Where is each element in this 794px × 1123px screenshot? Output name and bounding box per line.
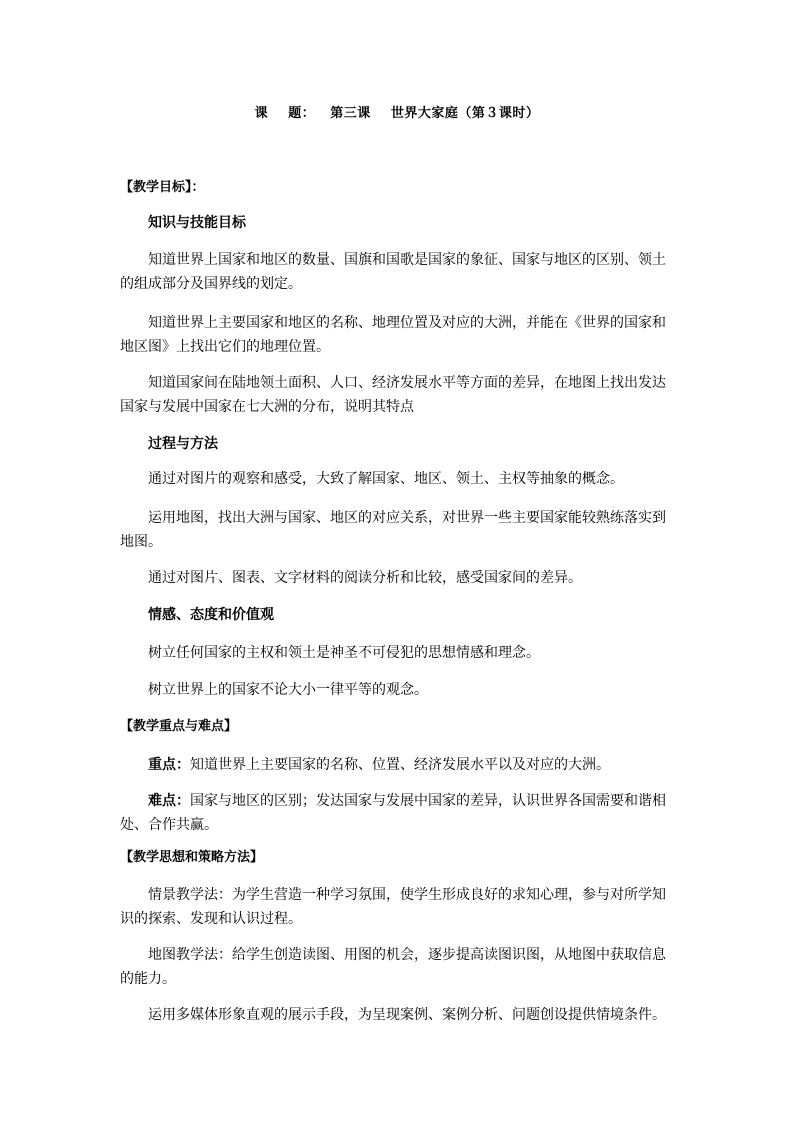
key-text: 知道世界上主要国家的名称、位置、经济发展水平以及对应的大洲。 (190, 757, 610, 773)
methods-heading: 【教学思想和策略方法】 (120, 850, 264, 865)
method-item-1: 情景教学法：为学生营造一种学习氛围，使学生形成良好的求知心理，参与对所学知识的探索、发现和认识过程。 (120, 887, 666, 927)
process-item-3: 通过对图片、图表、文字材料的阅读分析和比较，感受国家间的差异。 (148, 570, 582, 586)
emotion-heading: 情感、态度和价值观 (148, 607, 274, 623)
method-item-2: 地图教学法：给学生创造读图、用图的机会，逐步提高读图识图，从地图中获取信息的能力。 (120, 947, 666, 987)
process-heading: 过程与方法 (148, 436, 218, 452)
page-title: 课 题： 第三课 世界大家庭（第３课时） (254, 106, 540, 121)
process-item-2: 运用地图，找出大洲与国家、地区的对应关系，对世界一些主要国家能较熟练落实到地图。 (120, 510, 666, 550)
key-points-heading: 【教学重点与难点】 (120, 719, 238, 734)
key-label: 重点： (148, 757, 190, 773)
process-item-1: 通过对图片的观察和感受，大致了解国家、地区、领土、主权等抽象的概念。 (148, 471, 624, 487)
emotion-item-1: 树立任何国家的主权和领土是神圣不可侵犯的思想情感和理念。 (148, 645, 540, 661)
difficulty-label: 难点： (148, 793, 190, 809)
emotion-item-2: 树立世界上的国家不论大小一律平等的观念。 (148, 682, 428, 698)
goals-heading: 【教学目标】： (120, 180, 205, 195)
difficulty-text: 国家与地区的区别；发达国家与发展中国家的差异，认识世界各国需要和谐相处、合作共赢。 (120, 793, 666, 833)
knowledge-item-3: 知道国家间在陆地领土面积、人口、经济发展水平等方面的差异，在地图上找出发达国家与发展中国家在七大洲的分布，说明其特点 (120, 375, 666, 415)
method-item-3: 运用多媒体形象直观的展示手段，为呈现案例、案例分析、问题创设提供情境条件。 (148, 1007, 666, 1023)
knowledge-item-2: 知道世界上主要国家和地区的名称、地理位置及对应的大洲，并能在《世界的国家和地区图》上找出它们的地理位置。 (120, 315, 666, 355)
knowledge-item-1: 知道世界上国家和地区的数量、国旗和国歌是国家的象征、国家与地区的区别、领土的组成部分及国界线的划定。 (120, 252, 666, 292)
knowledge-heading: 知识与技能目标 (148, 215, 246, 231)
difficulty-point (120, 789, 676, 837)
key-point (120, 753, 676, 777)
